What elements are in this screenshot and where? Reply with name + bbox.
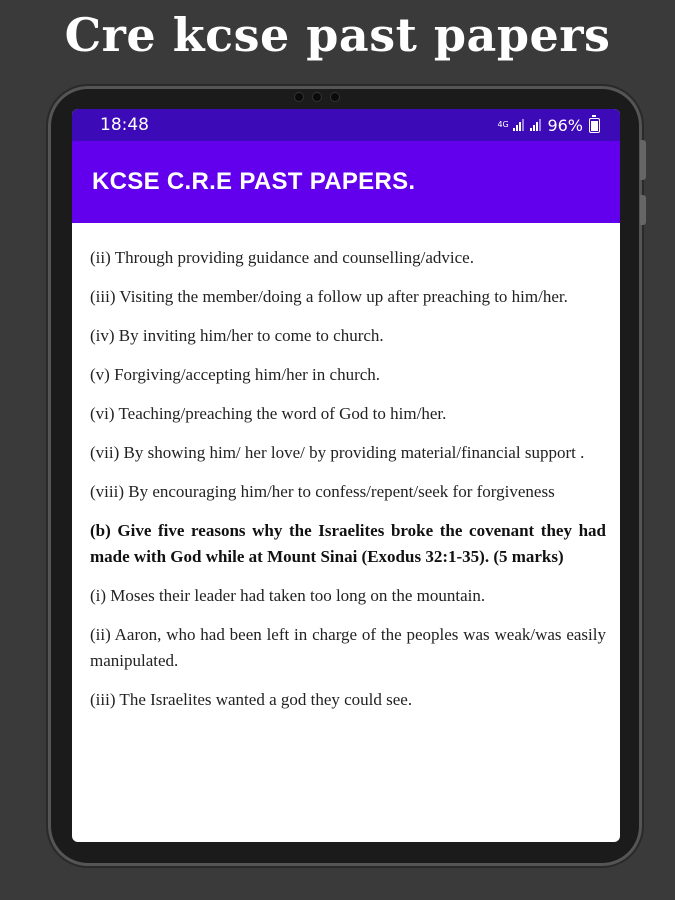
app-screen [72, 109, 620, 842]
front-camera-icon [295, 93, 339, 101]
app-bar [72, 141, 620, 223]
battery-icon [589, 118, 600, 133]
battery-percent: 96% [547, 115, 583, 135]
signal-icon [513, 119, 524, 131]
status-icons [497, 116, 600, 135]
signal-icon [530, 119, 541, 131]
camera-lens [331, 93, 339, 101]
answer-item: (iii) Visiting the member/doing a follow up after preaching to him/her. [90, 287, 568, 306]
app-title: KCSE C.R.E PAST PAPERS. [92, 168, 416, 195]
promo-title: Cre kcse past papers [64, 8, 611, 62]
answer-item: (viii) By encouraging him/her to confess/repent/seek for forgiveness [90, 482, 555, 501]
answer-item: (iii) The Israelites wanted a god they could see. [90, 690, 413, 709]
status-time: 18:48 [100, 115, 149, 135]
answer-item: (i) Moses their leader had taken too long on the mountain. [90, 586, 486, 605]
question-heading: (b) Give five reasons why the Israelites broke the covenant they had made with God while at Mount Sinai (Exodus 32:1-35). (5 marks) [90, 521, 606, 566]
answer-item: (iv) By inviting him/her to come to church. [90, 326, 384, 345]
network-type-label: 4G [497, 120, 509, 129]
answer-item: (ii) Aaron, who had been left in charge of the peoples was weak/was easily manipulated. [90, 625, 606, 670]
status-bar [72, 109, 620, 141]
answer-item: (vii) By showing him/ her love/ by providing material/financial support . [90, 443, 585, 462]
camera-lens [295, 93, 303, 101]
document-content[interactable] [72, 223, 620, 713]
power-button [640, 140, 646, 180]
answer-item: (v) Forgiving/accepting him/her in church. [90, 365, 381, 384]
volume-button [640, 195, 646, 225]
answer-item: (vi) Teaching/preaching the word of God to him/her. [90, 404, 447, 423]
camera-lens [313, 93, 321, 101]
answer-item: (ii) Through providing guidance and counselling/advice. [90, 248, 474, 267]
